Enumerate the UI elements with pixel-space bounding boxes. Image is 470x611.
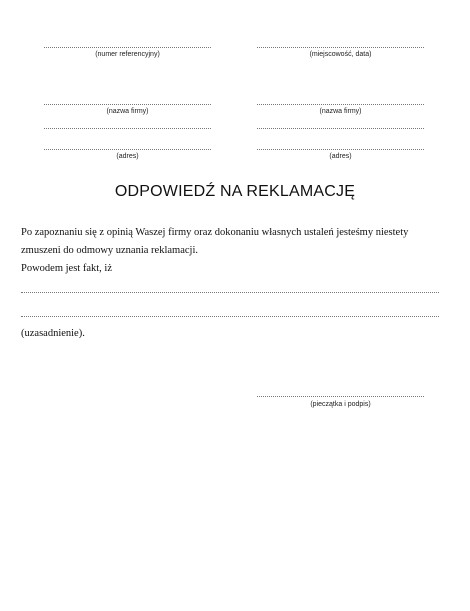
left-address-line-2 [44,149,211,150]
right-address-line-2 [257,149,424,150]
body-line-1: Po zapoznaniu się z opinią Waszej firmy oraz dokonaniu własnych ustaleń jesteśmy niestety [21,227,409,238]
left-address-caption: (adres) [116,153,139,160]
place-date-line [257,47,424,48]
right-company-line [257,104,424,105]
body-line-2: zmuszeni do odmowy uznania reklamacji. [21,245,198,256]
reference-number-caption: (numer referencyjny) [95,51,160,58]
right-company-caption: (nazwa firmy) [319,108,362,115]
justification-caption: (uzasadnienie). [21,328,85,339]
left-address-line-1 [44,128,211,129]
body-line-3: Powodem jest fakt, iż [21,263,112,274]
reference-number-line [44,47,211,48]
right-address-caption: (adres) [329,153,352,160]
place-date-caption: (miejscowość, data) [309,51,372,58]
justification-line-1 [21,292,439,293]
left-company-line [44,104,211,105]
right-address-line-1 [257,128,424,129]
justification-line-2 [21,316,439,317]
signature-caption: (pieczątka i podpis) [310,401,371,408]
document-title: ODPOWIEDŹ NA REKLAMACJĘ [114,183,356,200]
signature-line [257,396,424,397]
left-company-caption: (nazwa firmy) [106,108,149,115]
